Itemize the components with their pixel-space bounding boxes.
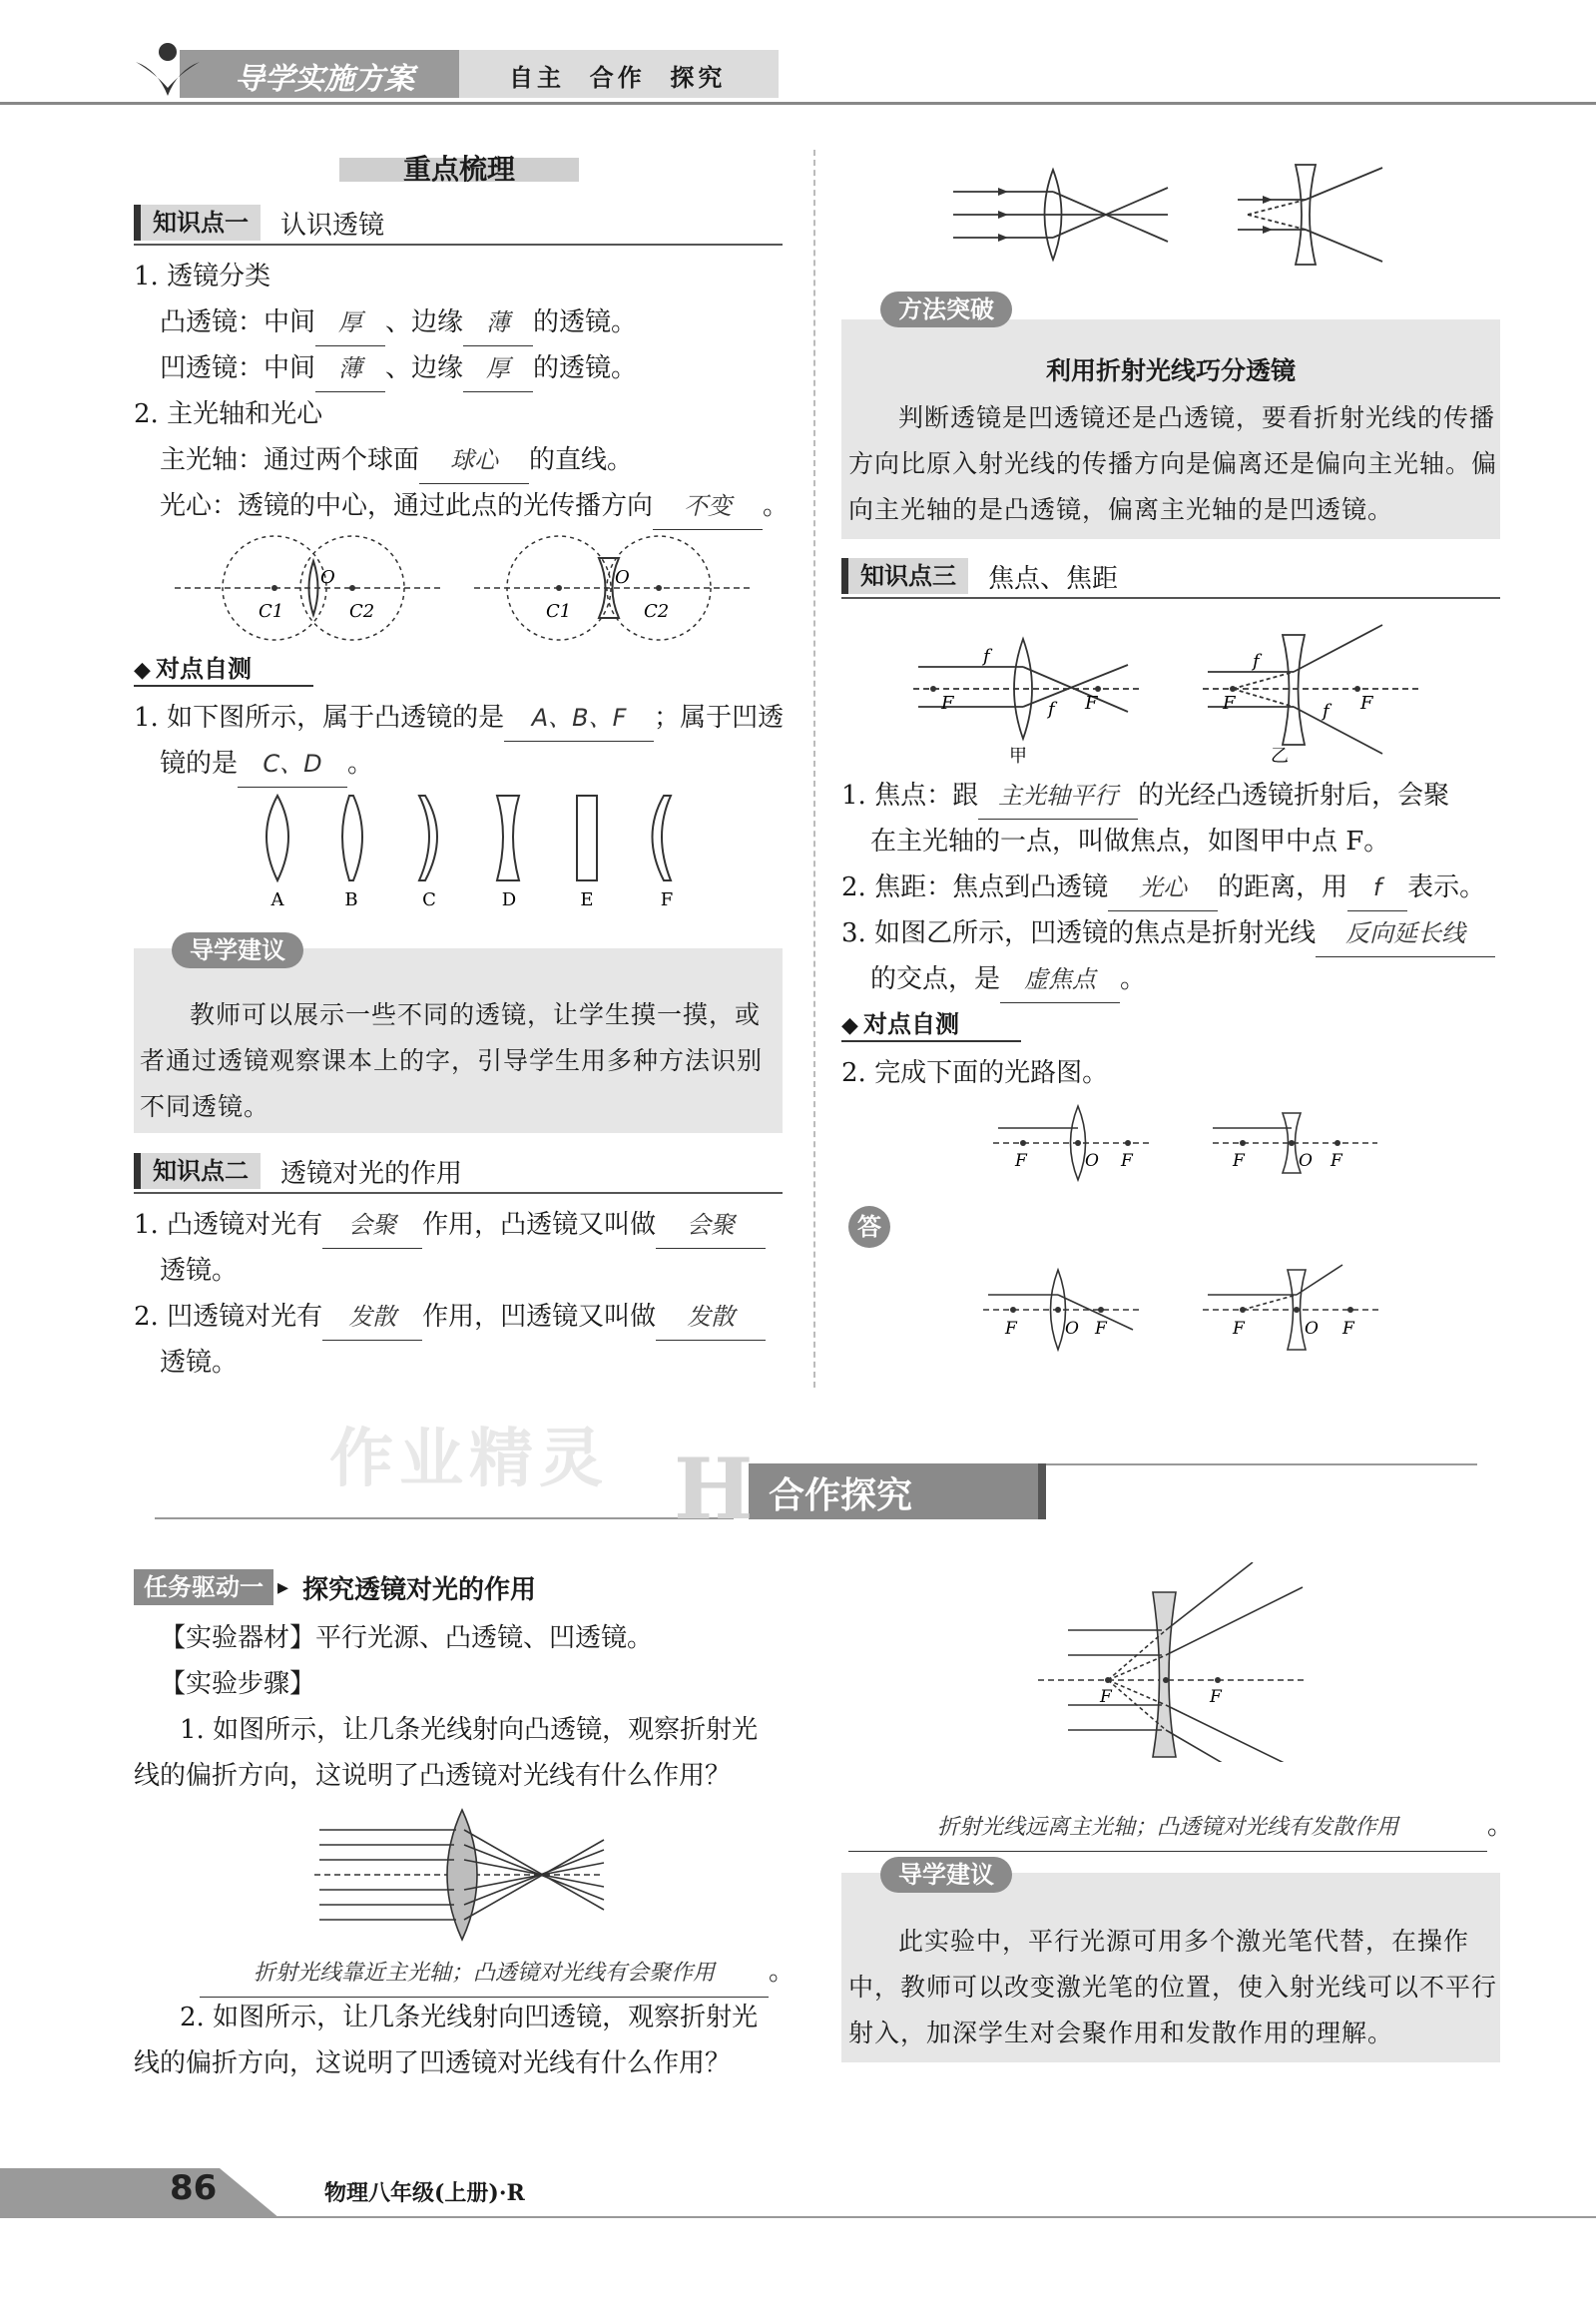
- method-title: 利用折射光线巧分透镜: [1045, 356, 1296, 385]
- task-steps: 【实验步骤】: [160, 1669, 316, 1699]
- kp1-header: [134, 202, 783, 246]
- kp1-title: 认识透镜: [280, 210, 385, 241]
- lens-letter-a: A: [270, 889, 284, 910]
- footer-book: 物理八年级(上册)·R: [324, 2180, 525, 2206]
- footer-rule: [269, 2216, 1596, 2218]
- exp-label-F1: F: [1100, 1687, 1112, 1707]
- coop-watermark: 作业精灵: [329, 1423, 609, 1496]
- convex-line: 凸透镜：中间 厚 、边缘 薄 的透镜。: [160, 299, 637, 346]
- fig-label-f3: f: [1253, 651, 1260, 672]
- fig-label-f1: f: [983, 646, 990, 667]
- kp2-answer-1: 会聚: [322, 1202, 422, 1249]
- task-title: 探究透镜对光的作用: [302, 1574, 537, 1605]
- self-test-1-header: [134, 649, 313, 687]
- task-step2-b: 线的偏折方向，这说明了凹透镜对光线有什么作用？: [134, 2048, 732, 2078]
- kp3-line3b: 的交点，是 虚焦点 。: [870, 956, 1146, 1003]
- header-rule: [0, 102, 1596, 105]
- lens-c-shape: [419, 796, 437, 880]
- task-tag: 任务驱动一: [134, 1569, 273, 1605]
- kp1-item1: 1. 透镜分类: [134, 262, 271, 291]
- task-answer-2: 折射光线远离主光轴；凸透镜对光线有发散作用: [848, 1805, 1487, 1852]
- key-points-title: 重点梳理: [402, 153, 515, 186]
- q1-answer-2: C、D: [238, 741, 347, 788]
- lens-letter-e: E: [580, 889, 594, 910]
- guide-1-pill: [172, 932, 303, 968]
- q2-label-O1: O: [1085, 1151, 1099, 1171]
- kp3-title: 焦点、焦距: [988, 563, 1119, 594]
- fig-label-f2: f: [1048, 699, 1055, 720]
- kp3-answer-3: f: [1347, 865, 1407, 911]
- label-o: O: [320, 567, 335, 588]
- guide-1-label: 导学建议: [172, 932, 303, 968]
- kp2-tag: 知识点二: [134, 1153, 261, 1189]
- fig-label-F3: F: [1223, 693, 1236, 714]
- q1-line1: 1. 如下图所示，属于凸透镜的是 A、B、F ；属于凹透: [134, 695, 784, 742]
- task-answer-1-line: 折射光线靠近主光轴；凸透镜对光线有会聚作用 。: [200, 1949, 795, 1998]
- lens-letter-f: F: [660, 889, 674, 910]
- q2-ans-label-O1: O: [1065, 1319, 1079, 1339]
- diamond-icon-2: ◆: [841, 1013, 858, 1038]
- column-divider: [813, 150, 815, 1388]
- kp3-line1b: 在主光轴的一点，叫做焦点，如图甲中点 F。: [870, 827, 1390, 857]
- kp3-answer-2: 光心: [1108, 865, 1218, 911]
- coop-rule-right: [1038, 1463, 1477, 1465]
- task-answer-1: 折射光线靠近主光轴；凸透镜对光线有会聚作用: [200, 1951, 769, 1998]
- kp3-answer-4: 反向延长线: [1316, 910, 1495, 957]
- q2-text: 2. 完成下面的光路图。: [841, 1058, 1109, 1088]
- q2-label-F4: F: [1330, 1151, 1342, 1171]
- q1-line2: 镜的是 C、D 。: [160, 741, 373, 788]
- kp3-tag: 知识点三: [841, 558, 968, 594]
- coop-letter-h: H: [674, 1440, 754, 1538]
- kp2-line2: 2. 凹透镜对光有 发散 作用，凹透镜又叫做 发散: [134, 1294, 766, 1341]
- q2-label-F1: F: [1015, 1151, 1027, 1171]
- kp1-tag: 知识点一: [134, 205, 261, 241]
- method-pill: [880, 291, 1012, 327]
- guide-2-text: 此实验中，平行光源可用多个激光笔代替，在操作中，教师可以改变激光笔的位置，使入射光线可以不平行射入，加深学生对会聚作用和发散作用的理解。: [848, 1927, 1498, 2047]
- task-step1-b: 线的偏折方向，这说明了凸透镜对光线有什么作用？: [134, 1761, 732, 1791]
- label-c2: C2: [349, 601, 375, 622]
- kp2-header: [134, 1150, 783, 1194]
- lens-axis-diagram: [175, 533, 774, 643]
- guide-2-pill: [880, 1857, 1012, 1893]
- fig-label-f4: f: [1323, 701, 1330, 722]
- coop-title: 合作探究: [769, 1475, 913, 1516]
- fig-label-F4: F: [1360, 693, 1373, 714]
- ray-diagram-top: [948, 160, 1397, 270]
- kp2-line1: 1. 凸透镜对光有 会聚 作用，凸透镜又叫做 会聚: [134, 1202, 766, 1249]
- lens-letter-c: C: [422, 889, 436, 910]
- convex-experiment-diagram: [314, 1805, 614, 1945]
- header-section-title: 导学实施方案: [235, 62, 414, 97]
- task-materials: 【实验器材】平行光源、凸透镜、凹透镜。: [160, 1623, 654, 1653]
- lens-shapes-diagram: [240, 791, 699, 910]
- kp3-line2: 2. 焦距：焦点到凸透镜 光心 的距离，用 f 表示。: [841, 865, 1485, 911]
- label-c1-b: C1: [546, 601, 572, 622]
- concave-answer-2: 厚: [463, 345, 533, 392]
- fig-label-F1: F: [941, 693, 954, 714]
- method-label: 方法突破: [880, 291, 1012, 327]
- kp2-title: 透镜对光的作用: [280, 1158, 463, 1189]
- header-bar: [0, 40, 1596, 104]
- fig-label-jia: 甲: [1009, 746, 1027, 767]
- convex-answer-1: 厚: [315, 299, 385, 346]
- self-test-2-label: 对点自测: [863, 1010, 960, 1038]
- kp3-line3: 3. 如图乙所示，凹透镜的焦点是折射光线 反向延长线: [841, 910, 1495, 957]
- task-step2-a: 2. 如图所示，让几条光线射向凹透镜，观察折射光: [180, 2003, 759, 2032]
- kp3-line1: 1. 焦点：跟 主光轴平行 的光经凸透镜折射后，会聚: [841, 773, 1449, 820]
- concave-line: 凹透镜：中间 薄 、边缘 厚 的透镜。: [160, 345, 637, 392]
- logo-icon: [128, 40, 208, 104]
- q2-ans-label-F3: F: [1233, 1319, 1245, 1339]
- fig-label-F2: F: [1085, 693, 1098, 714]
- kp2-answer-4: 发散: [656, 1294, 766, 1341]
- coop-rule-left: [155, 1517, 734, 1519]
- q2-blank-diagram: [993, 1098, 1392, 1188]
- footer-band: [0, 2168, 279, 2218]
- q2-label-F2: F: [1121, 1151, 1133, 1171]
- diamond-icon: ◆: [134, 658, 151, 683]
- lens-e-shape: [577, 796, 597, 880]
- kp3-answer-5: 虚焦点: [1000, 956, 1120, 1003]
- task-header: [134, 1567, 536, 1607]
- q2-answer-diagram: [983, 1260, 1402, 1360]
- concave-experiment-diagram: [1038, 1562, 1357, 1762]
- q2-ans-label-F1: F: [1005, 1319, 1017, 1339]
- lens-d-shape: [497, 796, 519, 880]
- answer-badge: 答: [848, 1206, 890, 1248]
- kp3-header: [841, 555, 1500, 599]
- kp3-answer-1: 主光轴平行: [978, 773, 1138, 820]
- method-text: 判断透镜是凹透镜还是凸透镜，要看折射光线的传播方向比原入射光线的传播方向是偏离还是偏向主光轴。偏向主光轴的是凸透镜，偏离主光轴的是凹透镜。: [848, 403, 1498, 524]
- lens-a-shape: [266, 796, 288, 880]
- lens-b-shape: [342, 796, 362, 880]
- guide-2-label: 导学建议: [880, 1857, 1012, 1893]
- label-o-b: O: [615, 567, 630, 588]
- convex-answer-2: 薄: [463, 299, 533, 346]
- kp2-line2b: 透镜。: [160, 1348, 239, 1378]
- exp-label-F2: F: [1210, 1687, 1222, 1707]
- fig-label-yi: 乙: [1271, 746, 1289, 767]
- task-step1-a: 1. 如图所示，让几条光线射向凸透镜，观察折射光: [180, 1715, 759, 1745]
- kp1-item2: 2. 主光轴和光心: [134, 399, 323, 429]
- q2-ans-label-F2: F: [1095, 1319, 1107, 1339]
- kp2-line1b: 透镜。: [160, 1256, 239, 1286]
- self-test-1-label: 对点自测: [156, 655, 253, 683]
- label-c2-b: C2: [644, 601, 670, 622]
- lens-f-shape: [653, 796, 672, 880]
- self-test-2-header: [841, 1004, 1021, 1042]
- axis-answer: 球心: [419, 437, 529, 484]
- task-answer-2-line: 折射光线远离主光轴；凸透镜对光线有发散作用 。: [848, 1803, 1513, 1852]
- q2-label-F3: F: [1233, 1151, 1245, 1171]
- header-tags: 自主 合作 探究: [509, 63, 727, 92]
- kp2-answer-3: 发散: [322, 1294, 422, 1341]
- q2-ans-label-O2: O: [1305, 1319, 1319, 1339]
- task-arrow-icon: ▸: [277, 1574, 289, 1600]
- axis-line: 主光轴：通过两个球面 球心 的直线。: [160, 437, 633, 484]
- footer-page-number: 86: [170, 2168, 218, 2208]
- key-points-banner: [339, 148, 579, 188]
- q1-answer-1: A、B、F: [504, 695, 654, 742]
- concave-answer-1: 薄: [315, 345, 385, 392]
- center-answer: 不变: [653, 483, 763, 530]
- lens-letter-d: D: [501, 889, 517, 910]
- guide-1-text: 教师可以展示一些不同的透镜，让学生摸一摸，或者通过透镜观察课本上的字，引导学生用多种方法识别不同透镜。: [140, 1000, 764, 1121]
- q2-label-O2: O: [1299, 1151, 1313, 1171]
- center-line: 光心：透镜的中心，通过此点的光传播方向 不变 。: [160, 483, 789, 530]
- focus-diagram: [913, 617, 1432, 767]
- kp2-answer-2: 会聚: [656, 1202, 766, 1249]
- label-c1: C1: [259, 601, 284, 622]
- lens-letter-b: B: [344, 889, 358, 910]
- q2-ans-label-F4: F: [1342, 1319, 1354, 1339]
